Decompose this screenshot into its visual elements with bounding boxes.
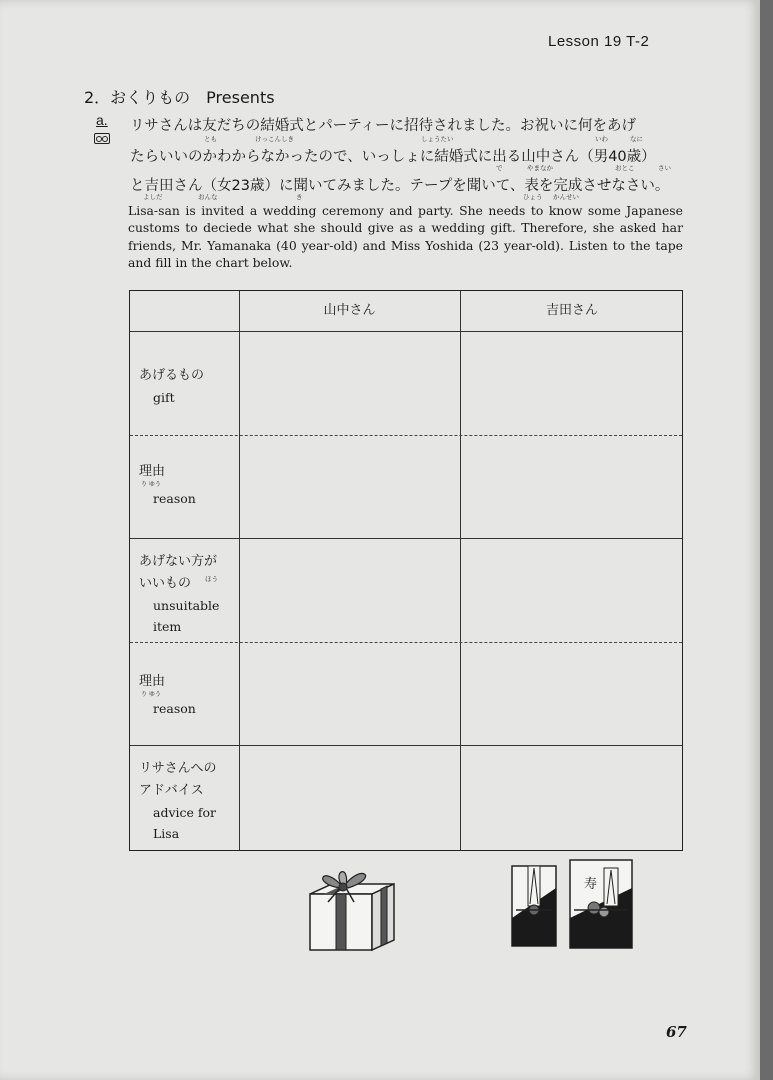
furigana: ひょう	[523, 193, 543, 201]
row-label-reason-2: 理由 り ゆう reason	[139, 674, 196, 716]
answer-chart	[129, 290, 683, 851]
furigana: けっこんしき	[255, 135, 294, 143]
furigana: なに	[630, 135, 643, 143]
furigana: き	[296, 193, 303, 201]
furigana: しょうたい	[421, 135, 454, 143]
furigana: おんな	[198, 193, 218, 201]
answer-cell[interactable]	[461, 746, 683, 851]
furigana: とも	[204, 135, 217, 143]
envelope-icons	[508, 858, 638, 950]
furigana: で	[496, 164, 503, 172]
furigana: さい	[658, 164, 671, 172]
kotobuki-char: 寿	[584, 877, 598, 892]
row-label-unsuitable-item: あげない方が いいもの unsuitable item	[139, 554, 220, 634]
furigana: いわ	[595, 135, 608, 143]
answer-cell[interactable]	[240, 332, 460, 435]
cassette-tape-icon	[94, 133, 110, 144]
lesson-header: Lesson 19 T-2	[548, 33, 650, 50]
column-header-yoshida: 吉田さん	[545, 303, 598, 318]
page-number: 67	[666, 1023, 687, 1041]
gift-box-icon	[302, 856, 402, 956]
answer-cell[interactable]	[461, 539, 683, 642]
answer-cell[interactable]	[240, 436, 460, 538]
instruction-line-2: たらいいのかわからなかったので、いっしょに結婚式に出る山中さん（男40歳）	[130, 149, 656, 165]
answer-cell[interactable]	[461, 332, 683, 435]
instruction-line-3: と吉田さん（女23歳）に聞いてみました。テープを聞いて、表を完成させなさい。	[130, 178, 670, 194]
answer-cell[interactable]	[240, 539, 460, 642]
section-title: 2．おくりもの Presents	[84, 88, 275, 107]
instruction-line-1: リサさんは友だちの結婚式とパーティーに招待されました。お祝いに何をあげ	[130, 118, 637, 134]
answer-cell[interactable]	[240, 643, 460, 745]
furigana: やまなか	[527, 164, 553, 172]
row-label-gift: あげるもの gift	[139, 368, 205, 405]
english-instructions: Lisa-san is invited a wedding ceremony and party. She needs to know some Japanese customs to deciede what she should give as a wedding gift. Therefore, she asked har friends, Mr. Yamanaka (40 year-old) and Miss Yoshida (23 year-old). Listen to the tape and fill in the chart below.	[128, 203, 683, 270]
furigana: よしだ	[143, 193, 163, 201]
row-label-advice: リサさんへの アドバイス advice for Lisa	[139, 761, 217, 841]
task-letter: a.	[96, 112, 108, 128]
answer-cell[interactable]	[240, 746, 460, 851]
furigana: おとこ	[615, 164, 635, 172]
furigana: ほう	[205, 575, 218, 583]
column-header-yamanaka: 山中さん	[323, 303, 376, 318]
row-label-reason: 理由 り ゆう reason	[139, 464, 196, 506]
answer-cell[interactable]	[461, 436, 683, 538]
answer-cell[interactable]	[461, 643, 683, 745]
furigana: かんせい	[553, 193, 579, 201]
